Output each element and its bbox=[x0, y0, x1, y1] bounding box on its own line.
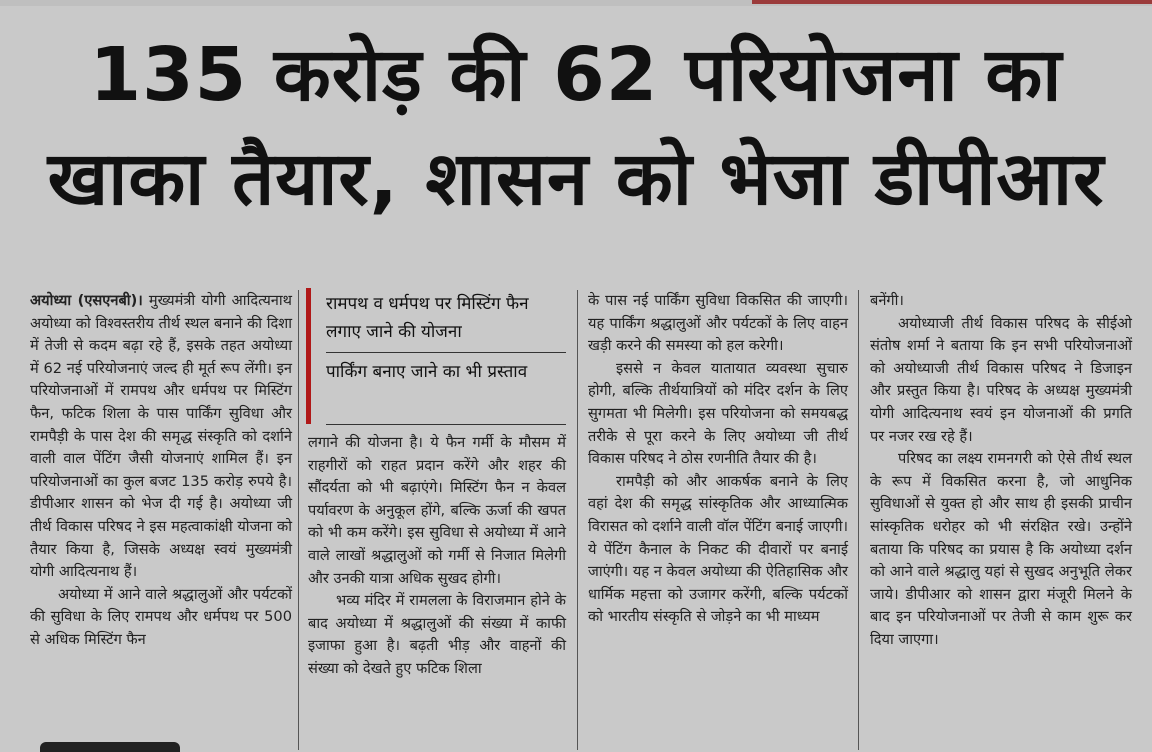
headline-line-2: खाका तैयार, शासन को भेजा डीपीआर bbox=[47, 136, 1105, 222]
accent-bar bbox=[306, 288, 311, 424]
column-1 bbox=[30, 290, 292, 652]
paragraph: इससे न केवल यातायात व्यवस्था सुचारु होगी, बल्कि तीर्थयात्रियों को मंदिर दर्शन के लिए सुगमता भी मिलेगी। इस परियोजना को समयबद्ध तरीके से पूरा करने के लिए अयोध्या जी तीर्थ विकास परिषद ने ठोस रणनीति तैयार की है। bbox=[588, 359, 848, 468]
paragraph-text: मुख्यमंत्री योगी आदित्यनाथ अयोध्या को विश्वस्तरीय तीर्थ स्थल बनाने की दिशा में तेजी से कदम बढ़ा रहे हैं, इसके तहत अयोध्या में 62 नई परियोजनाएं जल्द ही मूर्त रूप लेंगी। इन परियोजनाओं में रामपथ और धर्मपथ पर मिस्टिंग फैन, फटिक शिला के पास पार्किंग सुविधा और रामपैड़ी के पास देश की समृद्ध संस्कृति को दर्शाने वाली वाल पेंटिंग जैसी योजनाएं शामिल हैं। इन परियोजनाओं का कुल बजट 135 करोड़ रुपये है। डीपीआर शासन को भेज दी गई है। अयोध्या जी तीर्थ विकास परिषद ने इस महत्वाकांक्षी योजना को तैयार किया है, जिसके अध्यक्ष स्वयं मुख्यमंत्री योगी आदित्यनाथ हैं। bbox=[30, 292, 293, 581]
column-2 bbox=[308, 432, 566, 681]
subheading-2: पार्किंग बनाए जाने का भी प्रस्ताव bbox=[326, 362, 528, 382]
paragraph: परिषद का लक्ष्य रामनगरी को ऐसे तीर्थ स्थल के रूप में विकसित करना है, जो आधुनिक सुविधाओं से युक्त हो और साथ ही इसकी प्राचीन सांस्कृतिक धरोहर को भी संरक्षित रखे। उन्होंने बताया कि परिषद का प्रयास है कि अयोध्या दर्शन को आने वाले श्रद्धालु यहां से सुखद अनुभूति लेकर जाये। डीपीआर को शासन द्वारा मंजूरी मिलने के बाद इन परियोजनाओं पर तेजी से काम शुरू कर दिया जाएगा। bbox=[870, 450, 1132, 648]
divider bbox=[326, 424, 566, 425]
column-divider bbox=[858, 290, 859, 750]
headline-line-1: 135 करोड़ की 62 परियोजना का bbox=[89, 32, 1063, 118]
column-divider bbox=[577, 290, 578, 750]
top-red-strip bbox=[752, 0, 1152, 4]
top-border bbox=[0, 0, 1152, 6]
paragraph: अयोध्याजी तीर्थ विकास परिषद के सीईओ संतोष शर्मा ने बताया कि इन सभी परियोजनाओं को अयोध्याजी तीर्थ विकास परिषद ने डिजाइन और प्रस्तुत किया है। परिषद के अध्यक्ष मुख्यमंत्री योगी आदित्यनाथ स्वयं इन योजनाओं की प्रगति पर नजर रख रहे हैं। bbox=[870, 314, 1132, 445]
divider bbox=[326, 352, 566, 353]
paragraph: रामपैड़ी को और आकर्षक बनाने के लिए वहां देश की समृद्ध सांस्कृतिक और आध्यात्मिक विरासत को दर्शाने वाली वॉल पेंटिंग बनाई जाएगी। ये पेंटिंग कैनाल के निकट की दीवारों पर बनाई जाएंगी। यह न केवल अयोध्या की ऐतिहासिक और धार्मिक महत्ता को उजागर करेंगी, बल्कि पर्यटकों को भारतीय संस्कृति से जोड़ने का भी माध्यम bbox=[588, 472, 848, 626]
paragraph: लगाने की योजना है। ये फैन गर्मी के मौसम में राहगीरों को राहत प्रदान करेंगे और शहर की सौंदर्यता को भी बढ़ाएंगे। मिस्टिंग फैन न केवल पर्यावरण के अनुकूल होंगे, बल्कि ऊर्जा की खपत को भी कम करेंगे। इस सुविधा से अयोध्या में आने वाले लाखों श्रद्धालुओं को गर्मी से निजात मिलेगी और उनकी यात्रा अधिक सुखद होगी। bbox=[308, 434, 566, 587]
paragraph: अयोध्या में आने वाले श्रद्धालुओं और पर्यटकों की सुविधा के लिए रामपथ और धर्मपथ पर 500 से अधिक मिस्टिंग फैन bbox=[30, 585, 292, 648]
subheading-box bbox=[306, 286, 566, 424]
dateline: अयोध्या (एसएनबी)। bbox=[30, 292, 143, 309]
next-headline-fragment bbox=[40, 742, 180, 752]
paragraph: भव्य मंदिर में रामलला के विराजमान होने के बाद अयोध्या में श्रद्धालुओं की संख्या में काफी इजाफा हुआ है। बढ़ती भीड़ और वाहनों की संख्या को देखते हुए फटिक शिला bbox=[308, 592, 566, 677]
column-divider bbox=[298, 290, 299, 750]
subheading-1: रामपथ व धर्मपथ पर मिस्टिंग फैन लगाए जाने की योजना bbox=[326, 294, 529, 342]
paragraph: के पास नई पार्किंग सुविधा विकसित की जाएगी। यह पार्किंग श्रद्धालुओं और पर्यटकों के लिए वाहन खड़ी करने की समस्या को हल करेगी। bbox=[588, 292, 848, 355]
column-3 bbox=[588, 290, 848, 629]
paragraph bbox=[30, 290, 292, 584]
column-4 bbox=[870, 290, 1132, 652]
headline bbox=[0, 30, 1152, 227]
paragraph: बनेंगी। bbox=[870, 292, 904, 309]
article-body bbox=[0, 282, 1152, 752]
